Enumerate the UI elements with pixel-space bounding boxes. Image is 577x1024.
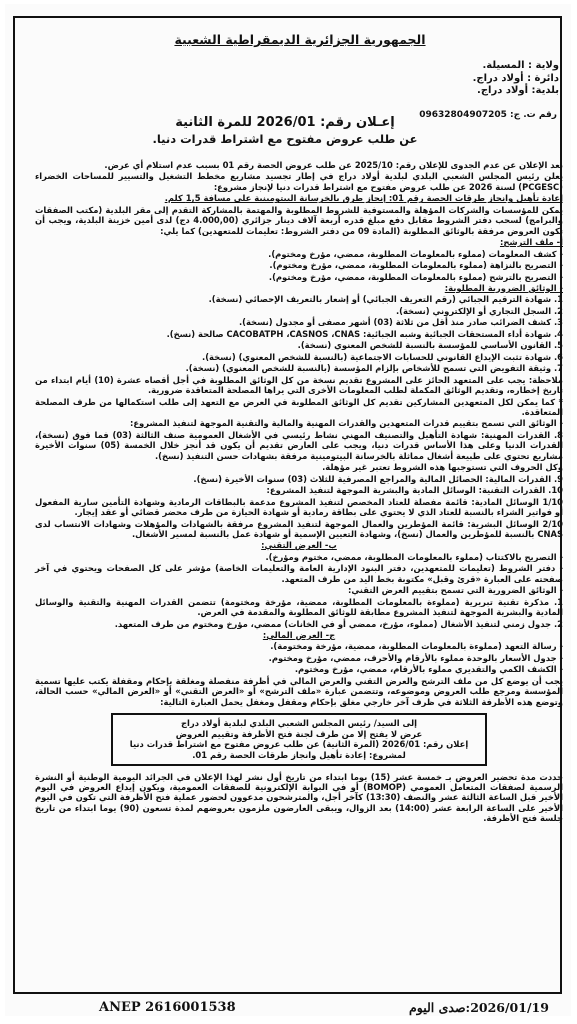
body-paragraph: - دفتر الشروط (تعليمات للمتعهدين، دفتر البنود الإدارية العامة والتعليمات الخاصة) مؤشر على كل الصفحات ويحتوي في آخر صفحته على العبارة «قرئ وقبل» مكتوبة بخط اليد من طرف المتعهد. xyxy=(35,563,563,584)
body-paragraph: 6. شهادة تثبت الإيداع القانوني للحسابات الاجتماعية (بالنسبة للشخص المعنوي) (نسخة). xyxy=(202,351,563,362)
box-line-1: إلى السيد/ رئيس المجلس الشعبي البلدي لبلدية أولاد دراج xyxy=(180,718,418,729)
body-paragraph: إعادة تأهيل وانجاز طرقات الحصة رقم 01: إنجاز طرق بالخرسانة البيتومينية على مسافة 1,5 كلم. xyxy=(164,193,563,204)
body-paragraph: 7. وثيقة التفويض التي تسمح للأشخاص بإلزام المؤسسة (بالنسبة للشخص المعنوي) (نسخة). xyxy=(185,363,563,374)
body-paragraph: - رسالة التعهد (مملوءة بالمعلومات المطلوبة، ممضية، مؤرخة ومختومة). xyxy=(270,641,563,652)
baladia-line: بلدية: أولاد دراج. xyxy=(477,85,559,96)
body-paragraph: بعد الإعلان عن عدم الجدوى للإعلان رقم: 2025/10 عن طلب عروض الحصة رقم 01 بسبب عدم استلام أي عرض. xyxy=(104,160,563,170)
body-paragraph: 2. السجل التجاري أو الإلكتروني (نسخة). xyxy=(395,305,563,316)
body-paragraph: 2/10 الوسائل البشرية: قائمة المؤطرين والعمال الموجهة لتنفيذ المشروع مرفقة بالشهادات والمؤهلات وشهادات الانتساب لدى CNAS بالنسبة للمؤطرين والعمال (نسخ)، وشهادة التعيين الإسمية أو شهادة عمل بالنسبة لمسير الأشغال. xyxy=(35,518,563,539)
body-paragraph: يمكن للمؤسسات والشركات المؤهلة والمستوفية للشروط المطلوبة والمهتمة بالمشاركة التقدم إلى مقر البلدية (مكتب الصفقات والبرامج) لسحب دفتر الشروط مقابل دفع مبلغ قدره أربعة آلاف دينار جزائري (4.000,00 دج) لدى أمين خزينة البلدية، ويجب أن تكون العروض مرفقة بالوثائق المطلوبة (المادة 09 من دفتر الشروط: تعليمات للمتعهدين) كما يلي: xyxy=(35,204,563,236)
envelope-address-box xyxy=(111,713,487,765)
body-paragraph: يعلن رئيس المجلس الشعبي البلدي لبلدية أولاد دراج في إطار تجسيد مشاريع مخطط التشغيل والتسيير للمساحات الخضراء (PCGESC) لسنة 2026 عن طلب عروض مفتوح مع اشتراط قدرات دنيا لإنجاز مشروع: xyxy=(35,171,563,192)
closing-paragraphs xyxy=(35,772,563,824)
box-line-4: لمشروع: إعادة تأهيل وانجاز طرقات الحصة رقم 01. xyxy=(192,749,406,760)
announcement-title-main: إعـلان رقم: 2026/01 للمرة الثانية xyxy=(175,115,395,130)
anep-number: ANEP 2616001538 xyxy=(99,1000,236,1015)
tax-id-line: رقم ت. ج: 09632804907205 xyxy=(419,110,557,120)
body-paragraph: 4. شهادة أداء المستحقات الجبائية وشبه الجبائية: CACOBATPH ،CASNOS ،CNAS صالحة (نسخ). xyxy=(166,328,563,339)
announcement-body xyxy=(35,160,563,825)
body-paragraphs xyxy=(35,160,563,707)
body-paragraph: - التصريح بالترشح (مملوء بالمعلومات المطلوبة، ممضي، مؤرخ ومختوم). xyxy=(268,271,563,282)
body-paragraph: - الوثائق الضرورية التي تسمح بتقييم العرض التقني: xyxy=(347,585,563,596)
publication-date: 2026/01/19:صدى اليوم xyxy=(409,1000,549,1015)
page-footer xyxy=(13,994,562,1022)
body-paragraph: 2. جدول زمني لتنفيذ الأشغال (مملوء، مؤرخ، ممضي أو في الخانات) ممضي، مؤرخ ومختوم من طرف المتعهد. xyxy=(114,618,563,629)
body-paragraph: - كشف المعلومات (مملوء بالمعلومات المطلوبة، ممضي، مؤرخ ومختوم). xyxy=(268,248,563,259)
announcement-frame xyxy=(13,16,562,994)
body-paragraph: 9. القدرات المالية: الحصائل المالية والمراجع المصرفية للثلاث (03) سنوات الأخيرة (نسخ). xyxy=(193,473,563,484)
body-paragraph: - الوثائق التي تسمح بتقييم قدرات المتعهدين والقدرات المهنية والمالية والتقنية الموجهة لتنفيذ المشروع: xyxy=(129,418,563,429)
announcement-title xyxy=(75,115,495,147)
daira-line: دائرة : أولاد دراج. xyxy=(472,72,559,84)
newspaper-page xyxy=(5,4,571,1016)
body-paragraph: ب- العرض التقني: xyxy=(261,540,337,551)
body-paragraph: - التصريح بالنزاهة (مملوء بالمعلومات المطلوبة، ممضي، مؤرخ ومختوم). xyxy=(269,260,563,271)
body-paragraph: 1. مذكرة تقنية تبريرية (مملوءة بالمعلومات المطلوبة، ممضية، مؤرخة ومختومة) تتضمن القدرات المهنية والتقنية والوسائل المادية والبشرية الموجهة لتنفيذ المشروع مطابقة للوثائق المطلوبة والمقدمة في العرض. xyxy=(35,596,563,618)
body-paragraph: 8. القدرات المهنية: شهادة التأهيل والتصنيف المهني نشاط رئيسي في الأشغال العمومية صنف الثالثة (03) فما فوق (نسخة)، القدرات الدنيا وعلى هذا الأساس قدرات دنيا، ويجب على العارض تقديم أن يكون قد أنجز خلال الخمسة (05) سنوات الأخيرة مشاريع تحتوي على طبيعة أشغال مماثلة بالخرسانة البيتومينية مرفقة بشهادات حسن التنفيذ (نسخ). xyxy=(35,429,563,461)
body-paragraph: 3. كشف الضرائب صادر منذ أقل من ثلاثة (03) أشهر مصفى أو مجدول (نسخة). xyxy=(238,317,563,328)
body-paragraph: ج- العرض المالي: xyxy=(262,630,336,641)
body-paragraph: 1. شهادة الترقيم الجبائي (رقم التعريف الجبائي) أو إشعار بالتعريف الإحصائي (نسخة). xyxy=(208,294,563,305)
body-paragraph: - الكشف الكمي والتقديري مملوء بالأرقام، ممضي، مؤرخ ومختوم. xyxy=(294,664,563,675)
body-paragraph: - التصريح بالاكتتاب (مملوء بالمعلومات المطلوبة، ممضي، مختوم ومؤرخ). xyxy=(265,551,563,562)
republic-heading: الجمهورية الجزائرية الديمقراطية الشعبية xyxy=(174,32,426,47)
body-paragraph: * كما يمكن لكل المتعهدين المشاركين تقديم كل الوثائق المطلوبة في العرض مع التعهد إلى طلب استكمالها من طرف المصلحة المتعاقدة. xyxy=(35,396,563,417)
body-paragraph: 5. القانون الأساسي للمؤسسة بالنسبة للشخص المعنوي (نسخة). xyxy=(297,340,563,351)
announcement-subtitle: عن طلب عروض مفتوح مع اشتراط قدرات دنيا. xyxy=(152,132,418,146)
body-paragraph: أ- ملف الترشح: xyxy=(499,237,563,248)
box-line-2: عرض لا يفتح إلا من طرف لجنة فتح الأظرفة وتقييم العروض xyxy=(175,728,423,739)
box-line-3: إعلان رقم: 2026/01 (المرة الثانية) عن طلب عروض مفتوح مع اشتراط قدرات دنيا xyxy=(129,739,469,750)
body-paragraph: ملاحظة: يجب على المتعهد الحائز على المشروع تقديم نسخة من كل الوثائق المطلوبة في أجل أقصاه عشرة (10) أيام ابتداء من تاريخ إخطاره، وتقديم الوثائق المكملة لطلب المعلومات الأخرى التي يراها المصلحة المتعاقدة ضرورية. xyxy=(35,374,563,396)
body-paragraph: 1/10 الوسائل المادية: قائمة مفصلة للعتاد المخصص لتنفيذ المشروع مدعمة بالبطاقات الرمادية وشهادة التأمين سارية المفعول أو فواتير الشراء بالنسبة للعتاد الذي لا يحتوي على بطاقة رمادية أو شهادة الحيازة من طرف محضر قضائي أو عقد إيجار. xyxy=(35,496,563,518)
wilaya-line: ولاية : المسيلة. xyxy=(482,60,559,71)
body-paragraph: - الوثائق الضرورية المطلوبة: xyxy=(444,282,563,293)
administrative-header xyxy=(383,60,559,98)
body-paragraph: - جدول الأسعار بالوحدة مملوء بالأرقام والأحرف، ممضي، مؤرخ ومختوم. xyxy=(268,652,563,663)
body-paragraph: وكل الحروف التي تستوجبها هذه الشروط تعتبر غير مؤهلة. xyxy=(322,462,563,473)
body-paragraph: يجب أن يوضع كل من ملف الترشح والعرض التقني والعرض المالي في أظرفة منفصلة ومغلقة بإحكام ومقفلة يكتب عليها تسمية المؤسسة ومرجع طلب العروض وموضوعه، وتتضمن عبارة «ملف الترشح» أو «العرض التقني» أو «العرض المالي» حسب الحالة، وتوضع هذه الأظرفة الثلاثة في ظرف آخر خارجي مغلق بإحكام ومقفل ومغفل يحمل العبارة التالية: xyxy=(35,675,563,707)
closing-paragraph: حددت مدة تحضير العروض بـ خمسة عشر (15) يوما ابتداء من تاريخ أول نشر لهذا الإعلان في الجرائد اليومية الوطنية أو النشرة الرسمية لصفقات المتعامل العمومي (BOMOP) أو في البوابة الإلكترونية للصفقات العمومية، ويكون إيداع العروض في اليوم الأخير قبل الساعة الثالثة عشر والنصف (13:30) كآخر أجل، والمترشحون مدعوون لحضور عملية فتح الأظرفة التي تكون في اليوم الأخير على الساعة الرابعة عشر (14:00) بعد الزوال، ويبقى العارضون ملزمون بعروضهم لمدة تسعون (90) يوما ابتداء من تاريخ جلسة فتح الأظرفة. xyxy=(35,771,563,824)
body-paragraph: 10. القدرات التقنية: الوسائل المادية والبشرية الموجهة لتنفيذ المشروع: xyxy=(266,485,563,496)
